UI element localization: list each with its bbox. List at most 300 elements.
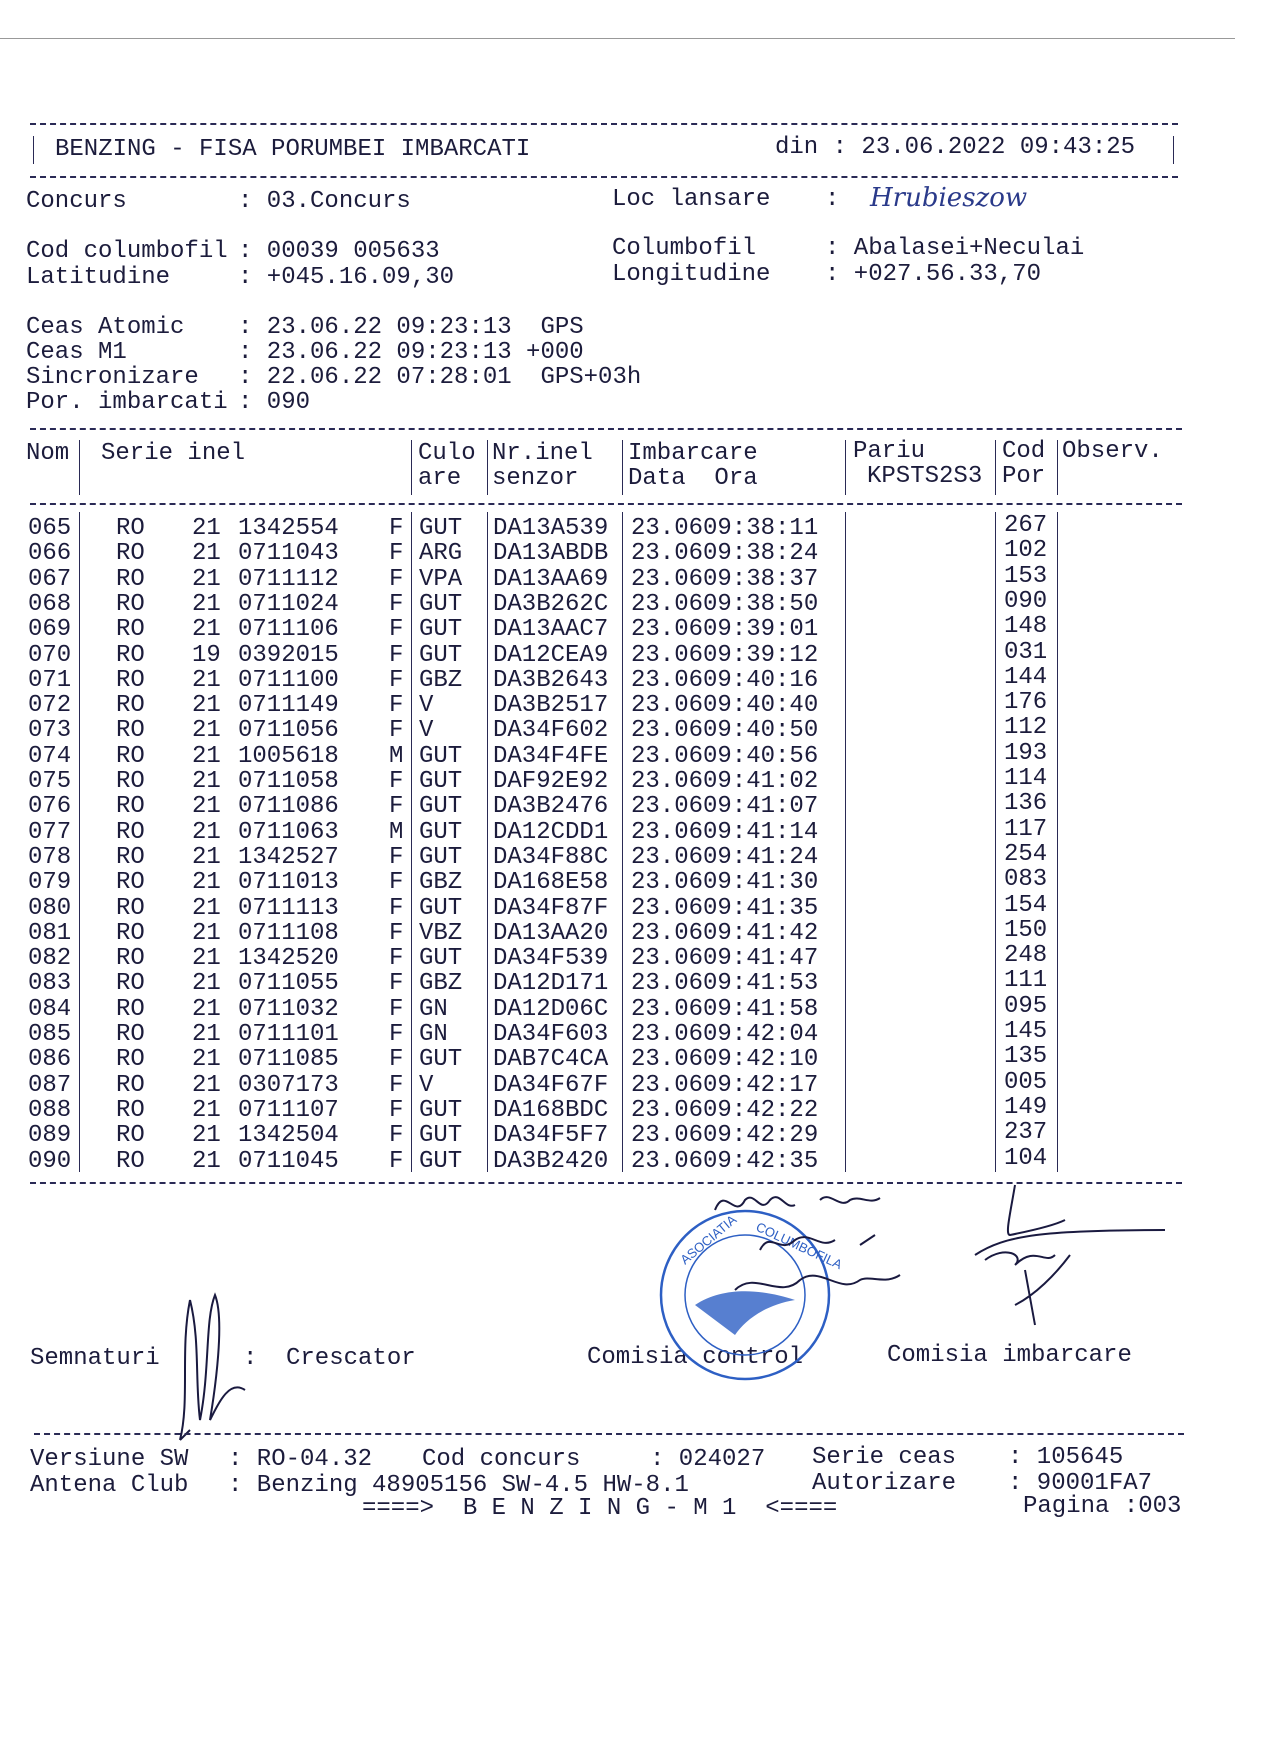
row-sensor-ring: DA13A539 — [493, 515, 609, 542]
row-year: 21 — [192, 565, 221, 593]
row-year: 21 — [192, 995, 221, 1023]
col-divider — [487, 512, 488, 1172]
row-country: RO — [116, 717, 145, 745]
row-year: 21 — [192, 919, 221, 947]
longitudine-value: : +027.56.33,70 — [825, 261, 1042, 288]
row-country: RO — [116, 818, 145, 846]
row-year: 21 — [192, 1122, 221, 1150]
row-sex: F — [389, 843, 404, 871]
col-nr-inel-1: Nr.inel — [492, 440, 593, 467]
ceas-m1-label: Ceas M1 — [26, 339, 127, 366]
row-ring-number: 0711055 — [238, 970, 339, 998]
footer-rule — [34, 1433, 1184, 1435]
row-cod-por: 145 — [1004, 1018, 1048, 1045]
row-cod-por: 267 — [1004, 512, 1048, 539]
latitudine-label: Latitudine — [26, 264, 171, 291]
row-sex: F — [389, 793, 404, 821]
autorizare-value: : 90001FA7 — [1008, 1470, 1153, 1497]
row-year: 21 — [192, 590, 221, 618]
row-nom: 071 — [28, 666, 72, 694]
row-date: 23.06 — [631, 1021, 704, 1048]
col-cod-por-1: Cod — [1002, 438, 1046, 465]
row-nom: 087 — [28, 1071, 72, 1099]
row-color: GN — [419, 1021, 448, 1048]
row-nom: 065 — [28, 515, 72, 542]
concurs-value: : 03.Concurs — [238, 188, 411, 215]
row-year: 21 — [192, 1096, 221, 1124]
row-sex: M — [389, 742, 404, 770]
row-date: 23.06 — [631, 1071, 704, 1099]
row-country: RO — [116, 742, 145, 770]
row-cod-por: 148 — [1004, 613, 1048, 641]
serie-ceas-value: : 105645 — [1008, 1444, 1124, 1471]
row-nom: 090 — [28, 1147, 72, 1175]
row-year: 21 — [192, 894, 221, 922]
row-color: GUT — [419, 894, 463, 922]
row-time: 09:41:53 — [703, 970, 819, 998]
row-sex: M — [389, 818, 404, 846]
col-divider — [622, 512, 623, 1172]
row-cod-por: 090 — [1004, 587, 1048, 615]
row-sensor-ring: DA12D171 — [493, 970, 609, 998]
row-sex: F — [389, 1021, 404, 1048]
comisia-imbarcare-signatures — [965, 1175, 1175, 1335]
row-year: 21 — [192, 1147, 221, 1175]
row-nom: 072 — [28, 692, 72, 720]
col-divider — [1057, 512, 1058, 1172]
row-sensor-ring: DA168E58 — [493, 869, 609, 897]
row-time: 09:40:56 — [703, 742, 819, 770]
row-ring-number: 0392015 — [238, 641, 339, 669]
row-time: 09:39:12 — [703, 641, 819, 669]
col-divider — [79, 440, 80, 495]
row-nom: 068 — [28, 590, 72, 618]
row-country: RO — [116, 945, 145, 973]
col-divider — [845, 512, 846, 1172]
report-date: din : 23.06.2022 09:43:25 — [775, 134, 1136, 161]
row-sex: F — [389, 869, 404, 897]
row-country: RO — [116, 768, 145, 795]
concurs-label: Concurs — [26, 188, 127, 215]
row-nom: 077 — [28, 818, 72, 846]
scan-edge-line — [0, 38, 1235, 39]
cod-columbofil-value: : 00039 005633 — [238, 238, 440, 265]
row-sex: F — [389, 540, 404, 568]
row-sensor-ring: DA13AA69 — [493, 565, 609, 593]
row-cod-por: 095 — [1004, 992, 1048, 1020]
row-ring-number: 1342520 — [238, 945, 339, 973]
row-nom: 085 — [28, 1021, 72, 1048]
row-nom: 079 — [28, 869, 72, 897]
row-ring-number: 0711086 — [238, 793, 339, 821]
row-year: 21 — [192, 1046, 221, 1074]
loc-lansare-label: Loc lansare — [612, 186, 771, 213]
svg-text:ASOCIATIA: ASOCIATIA — [677, 1211, 740, 1268]
row-sex: F — [389, 717, 404, 745]
row-year: 21 — [192, 616, 221, 644]
row-nom: 076 — [28, 793, 72, 821]
row-country: RO — [116, 1021, 145, 1048]
row-cod-por: 150 — [1004, 916, 1048, 944]
row-time: 09:41:58 — [703, 995, 819, 1023]
row-ring-number: 1005618 — [238, 742, 339, 770]
row-country: RO — [116, 970, 145, 998]
svg-text:COLUMBOFILA: COLUMBOFILA — [753, 1219, 845, 1273]
row-cod-por: 254 — [1004, 840, 1048, 868]
row-sex: F — [389, 1096, 404, 1124]
row-cod-por: 149 — [1004, 1093, 1048, 1121]
row-country: RO — [116, 843, 145, 871]
row-sex: F — [389, 616, 404, 644]
row-cod-por: 117 — [1004, 815, 1048, 843]
columbofil-label: Columbofil — [612, 235, 757, 262]
row-cod-por: 144 — [1004, 663, 1048, 691]
row-year: 21 — [192, 869, 221, 897]
semnaturi-colon: : — [243, 1345, 258, 1372]
col-nr-inel-2: senzor — [492, 465, 579, 492]
row-color: GUT — [419, 590, 463, 618]
row-time: 09:41:47 — [703, 945, 819, 973]
crescator-label: Crescator — [286, 1345, 416, 1372]
comisia-control-signatures — [700, 1180, 960, 1320]
row-sensor-ring: DA34F87F — [493, 894, 609, 922]
header-left-border — [33, 136, 34, 164]
loc-lansare-handwritten: Hrubieszow — [870, 183, 1028, 213]
row-ring-number: 0307173 — [238, 1071, 339, 1099]
row-date: 23.06 — [631, 894, 704, 922]
row-country: RO — [116, 1122, 145, 1150]
por-imbarcati-value: : 090 — [238, 389, 311, 416]
row-sensor-ring: DA34F539 — [493, 945, 609, 973]
row-ring-number: 0711024 — [238, 590, 339, 618]
col-divider — [995, 440, 996, 495]
row-time: 09:41:35 — [703, 894, 819, 922]
comisia-imbarcare-label: Comisia imbarcare — [887, 1342, 1132, 1369]
row-sensor-ring: DA3B262C — [493, 590, 609, 618]
row-color: GUT — [419, 641, 463, 669]
versiune-sw-value: : RO-04.32 — [228, 1446, 373, 1473]
row-cod-por: 248 — [1004, 942, 1048, 970]
row-year: 21 — [192, 1071, 221, 1099]
row-cod-por: 136 — [1004, 790, 1048, 818]
col-divider — [995, 512, 996, 1172]
row-sensor-ring: DA34F4FE — [493, 742, 609, 770]
row-sensor-ring: DA34F5F7 — [493, 1122, 609, 1150]
row-nom: 080 — [28, 894, 72, 922]
row-time: 09:38:50 — [703, 590, 819, 618]
row-ring-number: 1342504 — [238, 1122, 339, 1150]
col-culoare-2: are — [418, 465, 462, 492]
row-year: 21 — [192, 666, 221, 694]
row-sex: F — [389, 1046, 404, 1074]
col-divider — [411, 440, 412, 495]
row-time: 09:41:02 — [703, 768, 819, 795]
row-country: RO — [116, 641, 145, 669]
row-date: 23.06 — [631, 1122, 704, 1150]
row-ring-number: 0711013 — [238, 869, 339, 897]
row-sensor-ring: DAB7C4CA — [493, 1046, 609, 1074]
col-divider — [1057, 440, 1058, 495]
row-year: 21 — [192, 945, 221, 973]
row-nom: 082 — [28, 945, 72, 973]
row-time: 09:41:14 — [703, 818, 819, 846]
row-sensor-ring: DA34F603 — [493, 1021, 609, 1048]
row-country: RO — [116, 666, 145, 694]
row-color: GUT — [419, 1046, 463, 1074]
header-top-rule — [30, 123, 1178, 125]
row-color: GUT — [419, 1096, 463, 1124]
row-cod-por: 193 — [1004, 739, 1048, 767]
row-sex: F — [389, 666, 404, 694]
antena-club-label: Antena Club — [30, 1472, 189, 1499]
row-ring-number: 0711101 — [238, 1021, 339, 1048]
latitudine-value: : +045.16.09,30 — [238, 264, 455, 291]
row-cod-por: 112 — [1004, 714, 1048, 742]
row-nom: 075 — [28, 768, 72, 795]
row-cod-por: 111 — [1004, 967, 1048, 995]
ceas-atomic-value: : 23.06.22 09:23:13 GPS — [238, 314, 584, 341]
row-color: GUT — [419, 945, 463, 973]
row-color: ARG — [419, 540, 463, 568]
col-imbarcare-1: Imbarcare — [628, 440, 758, 467]
row-time: 09:42:10 — [703, 1046, 819, 1074]
por-imbarcati-label: Por. imbarcati — [26, 389, 228, 416]
row-color: GUT — [419, 1122, 463, 1150]
row-country: RO — [116, 793, 145, 821]
row-time: 09:38:24 — [703, 540, 819, 568]
row-country: RO — [116, 515, 145, 542]
row-date: 23.06 — [631, 1046, 704, 1074]
row-time: 09:42:35 — [703, 1147, 819, 1175]
row-sensor-ring: DA12CDD1 — [493, 818, 609, 846]
report-title: BENZING - FISA PORUMBEI IMBARCATI — [55, 136, 531, 163]
row-color: GUT — [419, 515, 463, 542]
row-date: 23.06 — [631, 919, 704, 947]
row-year: 21 — [192, 970, 221, 998]
row-year: 21 — [192, 843, 221, 871]
row-ring-number: 0711100 — [238, 666, 339, 694]
row-ring-number: 0711107 — [238, 1096, 339, 1124]
row-color: GUT — [419, 793, 463, 821]
row-sex: F — [389, 1122, 404, 1150]
row-sex: F — [389, 768, 404, 795]
table-top-rule — [30, 428, 1182, 430]
row-sensor-ring: DA13AA20 — [493, 919, 609, 947]
col-imbarcare-2: Data Ora — [628, 465, 758, 492]
row-color: VBZ — [419, 919, 463, 947]
row-sensor-ring: DA34F67F — [493, 1071, 609, 1099]
row-ring-number: 0711113 — [238, 894, 339, 922]
row-sensor-ring: DAF92E92 — [493, 768, 609, 795]
row-country: RO — [116, 869, 145, 897]
row-nom: 078 — [28, 843, 72, 871]
row-color: V — [419, 717, 434, 745]
row-date: 23.06 — [631, 565, 704, 593]
crescator-signature — [170, 1290, 260, 1450]
row-year: 21 — [192, 692, 221, 720]
row-color: GUT — [419, 768, 463, 795]
row-nom: 067 — [28, 565, 72, 593]
col-nom: Nom — [26, 440, 70, 467]
row-ring-number: 0711058 — [238, 768, 339, 795]
row-country: RO — [116, 995, 145, 1023]
row-year: 21 — [192, 717, 221, 745]
col-divider — [487, 440, 488, 495]
antena-club-value: : Benzing 48905156 SW-4.5 HW-8.1 — [228, 1472, 689, 1499]
row-time: 09:42:29 — [703, 1122, 819, 1150]
cod-concurs-value: : 024027 — [650, 1446, 766, 1473]
loc-lansare-colon: : — [825, 186, 840, 213]
row-year: 21 — [192, 515, 221, 542]
row-cod-por: 237 — [1004, 1119, 1048, 1147]
row-sensor-ring: DA13AAC7 — [493, 616, 609, 644]
serie-ceas-label: Serie ceas — [812, 1444, 957, 1471]
row-color: GBZ — [419, 869, 463, 897]
row-time: 09:40:16 — [703, 666, 819, 694]
row-sex: F — [389, 641, 404, 669]
row-nom: 081 — [28, 919, 72, 947]
row-date: 23.06 — [631, 970, 704, 998]
row-sex: F — [389, 515, 404, 542]
row-date: 23.06 — [631, 515, 704, 542]
row-country: RO — [116, 565, 145, 593]
row-date: 23.06 — [631, 666, 704, 694]
row-color: V — [419, 1071, 434, 1099]
row-ring-number: 1342554 — [238, 515, 339, 542]
row-sensor-ring: DA168BDC — [493, 1096, 609, 1124]
row-date: 23.06 — [631, 717, 704, 745]
page-number: Pagina :003 — [1023, 1493, 1182, 1520]
row-country: RO — [116, 616, 145, 644]
row-country: RO — [116, 894, 145, 922]
row-nom: 073 — [28, 717, 72, 745]
row-year: 21 — [192, 1021, 221, 1048]
header-bottom-rule — [30, 176, 1178, 178]
row-date: 23.06 — [631, 793, 704, 821]
row-date: 23.06 — [631, 616, 704, 644]
col-pariu-2: KPSTS2S3 — [867, 463, 983, 490]
row-cod-por: 176 — [1004, 689, 1048, 717]
sincronizare-value: : 22.06.22 07:28:01 GPS+03h — [238, 364, 642, 391]
row-nom: 074 — [28, 742, 72, 770]
row-nom: 084 — [28, 995, 72, 1023]
row-date: 23.06 — [631, 742, 704, 770]
row-time: 09:42:04 — [703, 1021, 819, 1048]
row-cod-por: 154 — [1004, 891, 1048, 919]
row-nom: 086 — [28, 1046, 72, 1074]
row-country: RO — [116, 1096, 145, 1124]
row-date: 23.06 — [631, 590, 704, 618]
row-color: GUT — [419, 818, 463, 846]
row-cod-por: 083 — [1004, 866, 1048, 894]
row-sensor-ring: DA3B2517 — [493, 692, 609, 720]
row-sex: F — [389, 1147, 404, 1175]
row-ring-number: 0711149 — [238, 692, 339, 720]
row-ring-number: 0711106 — [238, 616, 339, 644]
row-year: 19 — [192, 641, 221, 669]
row-ring-number: 0711108 — [238, 919, 339, 947]
row-country: RO — [116, 1071, 145, 1099]
row-year: 21 — [192, 793, 221, 821]
row-year: 21 — [192, 768, 221, 795]
row-color: GUT — [419, 616, 463, 644]
row-time: 09:41:07 — [703, 793, 819, 821]
row-date: 23.06 — [631, 818, 704, 846]
row-sensor-ring: DA12CEA9 — [493, 641, 609, 669]
row-color: GUT — [419, 742, 463, 770]
row-cod-por: 102 — [1004, 537, 1048, 565]
row-sensor-ring: DA3B2476 — [493, 793, 609, 821]
ceas-m1-value: : 23.06.22 09:23:13 +000 — [238, 339, 584, 366]
row-ring-number: 0711063 — [238, 818, 339, 846]
row-date: 23.06 — [631, 1147, 704, 1175]
row-ring-number: 0711085 — [238, 1046, 339, 1074]
row-cod-por: 153 — [1004, 562, 1048, 590]
row-sensor-ring: DA13ABDB — [493, 540, 609, 568]
row-date: 23.06 — [631, 1096, 704, 1124]
row-date: 23.06 — [631, 869, 704, 897]
row-sex: F — [389, 1071, 404, 1099]
cod-columbofil-label: Cod columbofil — [26, 238, 228, 265]
row-sex: F — [389, 919, 404, 947]
row-nom: 069 — [28, 616, 72, 644]
sincronizare-label: Sincronizare — [26, 364, 199, 391]
row-nom: 089 — [28, 1122, 72, 1150]
row-nom: 066 — [28, 540, 72, 568]
row-date: 23.06 — [631, 768, 704, 795]
row-time: 09:38:11 — [703, 515, 819, 542]
row-sensor-ring: DA34F88C — [493, 843, 609, 871]
row-time: 09:42:17 — [703, 1071, 819, 1099]
row-nom: 088 — [28, 1096, 72, 1124]
row-time: 09:40:40 — [703, 692, 819, 720]
row-cod-por: 031 — [1004, 638, 1048, 666]
col-divider — [411, 512, 412, 1172]
row-time: 09:41:30 — [703, 869, 819, 897]
row-sex: F — [389, 692, 404, 720]
row-cod-por: 104 — [1004, 1144, 1048, 1172]
row-time: 09:41:42 — [703, 919, 819, 947]
row-time: 09:38:37 — [703, 565, 819, 593]
row-year: 21 — [192, 818, 221, 846]
cod-concurs-label: Cod concurs — [422, 1446, 581, 1473]
row-ring-number: 0711043 — [238, 540, 339, 568]
benzing-banner: ====> B E N Z I N G - M 1 <==== — [362, 1495, 838, 1522]
row-ring-number: 0711056 — [238, 717, 339, 745]
row-sex: F — [389, 995, 404, 1023]
col-divider — [622, 440, 623, 495]
semnaturi-label: Semnaturi — [30, 1345, 160, 1372]
table-header-rule — [30, 503, 1182, 505]
row-color: GBZ — [419, 666, 463, 694]
row-ring-number: 0711112 — [238, 565, 339, 593]
col-pariu-1: Pariu — [853, 438, 926, 465]
row-sensor-ring: DA3B2643 — [493, 666, 609, 694]
row-country: RO — [116, 1046, 145, 1074]
row-date: 23.06 — [631, 843, 704, 871]
col-cod-por-2: Por — [1002, 463, 1046, 490]
row-year: 21 — [192, 540, 221, 568]
row-ring-number: 0711032 — [238, 995, 339, 1023]
row-country: RO — [116, 692, 145, 720]
row-sensor-ring: DA12D06C — [493, 995, 609, 1023]
col-culoare-1: Culo — [418, 440, 476, 467]
ceas-atomic-label: Ceas Atomic — [26, 314, 185, 341]
col-divider — [79, 512, 80, 1172]
row-nom: 070 — [28, 641, 72, 669]
row-date: 23.06 — [631, 945, 704, 973]
row-sex: F — [389, 945, 404, 973]
